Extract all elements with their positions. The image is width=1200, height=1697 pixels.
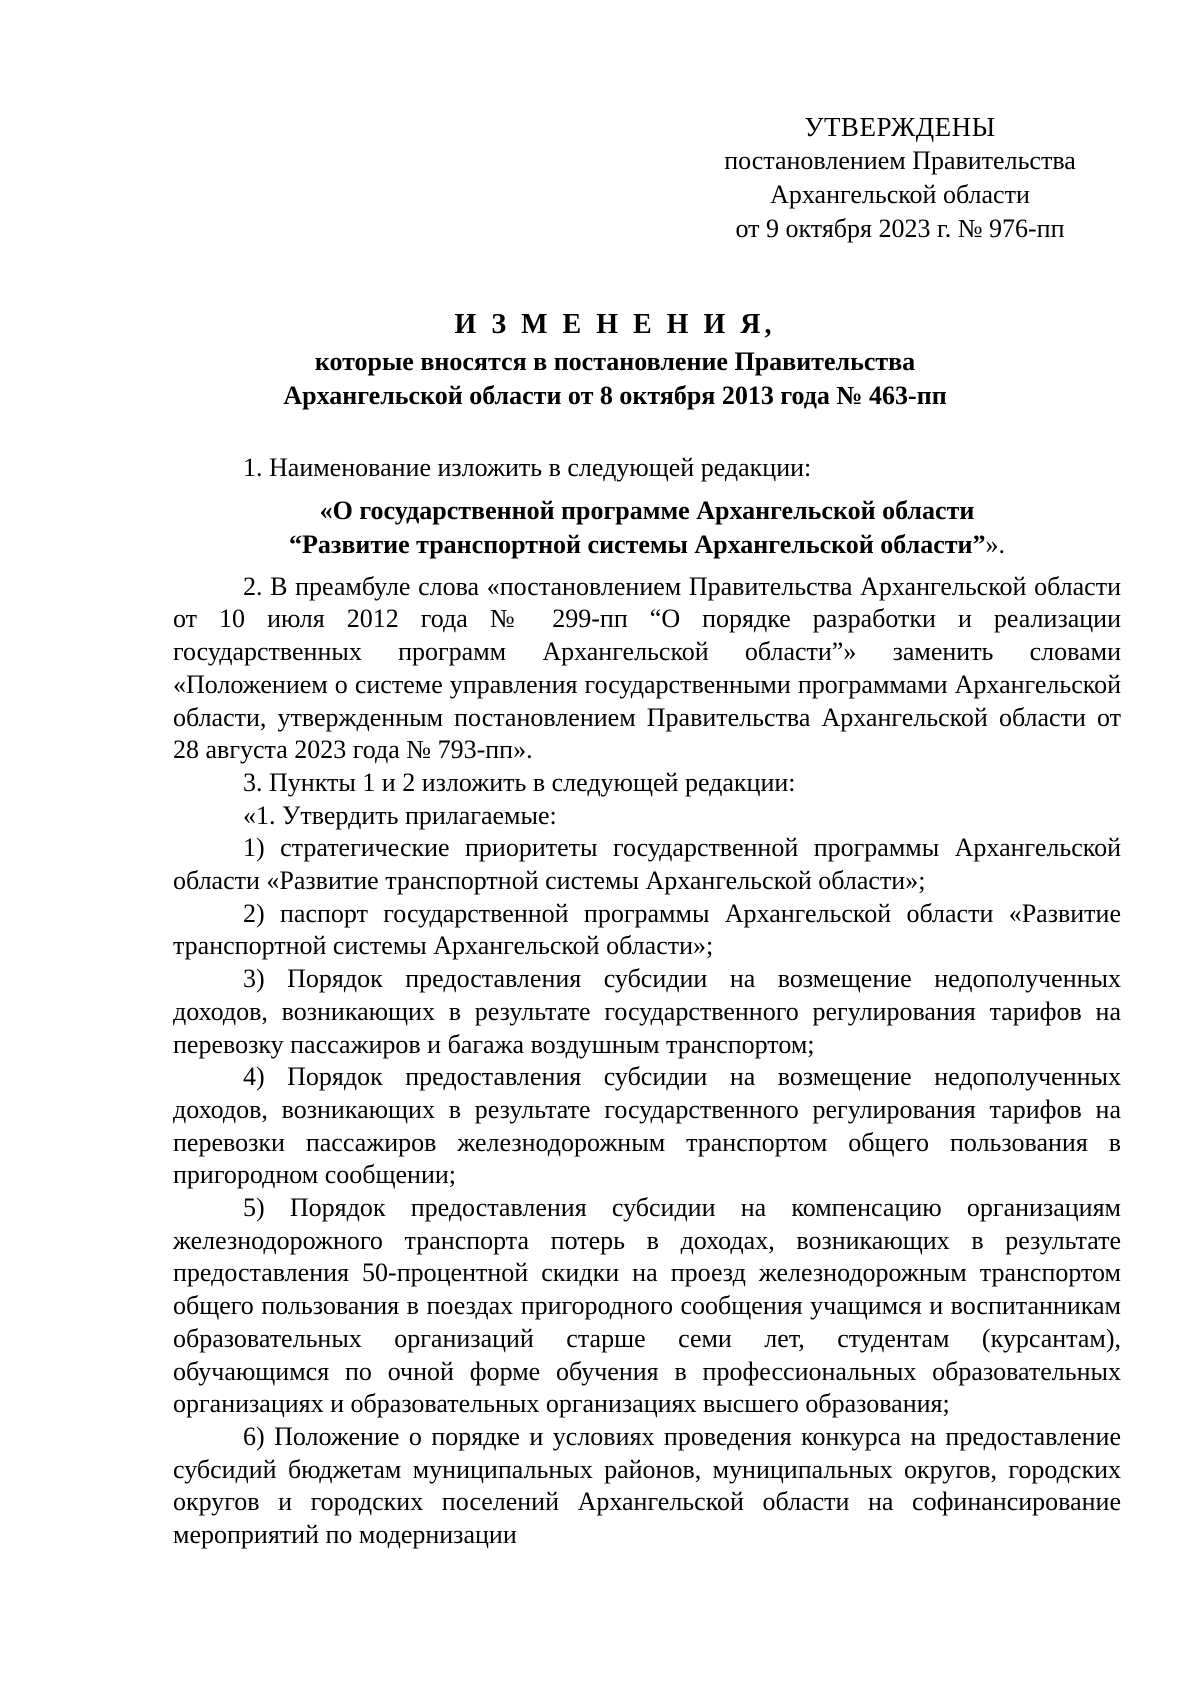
document-title	[170, 305, 1060, 413]
paragraph-6: 2) паспорт государственной программы Архангельской области «Развитие транспортной системы Архангельской области»;	[173, 898, 1121, 961]
approval-heading: УТВЕРЖДЕНЫ	[804, 112, 996, 142]
paragraph-4: «1. Утвердить прилагаемые:	[243, 800, 557, 830]
approval-line-3: от 9 октября 2023 г. № 976-пп	[735, 214, 1065, 243]
paragraph-5: 1) стратегические приоритеты государственной программы Архангельской области «Развитие транспортной системы Архангельской области»;	[173, 833, 1121, 896]
title-heading: И З М Е Н Е Н И Я,	[454, 309, 776, 340]
paragraph-1: 1. Наименование изложить в следующей редакции:	[243, 453, 812, 482]
document-body	[173, 452, 1121, 1552]
program-name-line-2: “Развитие транспортной системы Архангельской области”	[288, 529, 986, 559]
paragraph-2: 2. В преамбуле слова «постановлением Правительства Архангельской области от 10 июля 2012 года № 299-пп “О порядке разработки и реализации государственных программ Архангельской области”» заменить словами «Положением о системе управления государственными программами Архангельской области, утвержденным постановлением Правительства Архангельской области от 28 августа 2023 года № 793-пп».	[173, 571, 1121, 765]
approval-stamp	[700, 110, 1100, 246]
title-line-1: которые вносятся в постановление Правительства	[314, 347, 916, 376]
paragraph-7: 3) Порядок предоставления субсидии на возмещение недополученных доходов, возникающих в результате государственного регулирования тарифов на перевозку пассажиров и багажа воздушным транспортом;	[173, 964, 1121, 1059]
title-line-2: Архангельской области от 8 октября 2013 года № 463-пп	[283, 381, 947, 410]
paragraph-8: 4) Порядок предоставления субсидии на возмещение недополученных доходов, возникающих в результате государственного регулирования тарифов на перевозки пассажиров железнодорожным транспортом общего пользования в пригородном сообщении;	[173, 1062, 1121, 1190]
program-name-close: ».	[985, 529, 1006, 559]
paragraph-3: 3. Пункты 1 и 2 изложить в следующей редакции:	[243, 767, 796, 797]
approval-line-1: постановлением Правительства	[724, 146, 1076, 175]
program-name	[173, 494, 1121, 562]
approval-line-2: Архангельской области	[770, 180, 1030, 209]
program-name-line-1: «О государственной программе Архангельской области	[319, 495, 975, 525]
paragraph-10: 6) Положение о порядке и условиях проведения конкурса на предоставление субсидий бюджетам муниципальных районов, муниципальных округов, городских округов и городских поселений Архангельской области на софинансирование мероприятий по модернизации	[173, 1421, 1121, 1550]
paragraph-9: 5) Порядок предоставления субсидии на компенсацию организациям железнодорожного транспорта потерь в доходах, возникающих в результате предоставления 50-процентной скидки на проезд железнодорожным транспортом общего пользования в поездах пригородного сообщения учащимся и воспитанникам образовательных организаций старше семи лет, студентам (курсантам), обучающимся по очной форме обучения в профессиональных образовательных организациях и образовательных организациях высшего образования;	[173, 1193, 1121, 1419]
